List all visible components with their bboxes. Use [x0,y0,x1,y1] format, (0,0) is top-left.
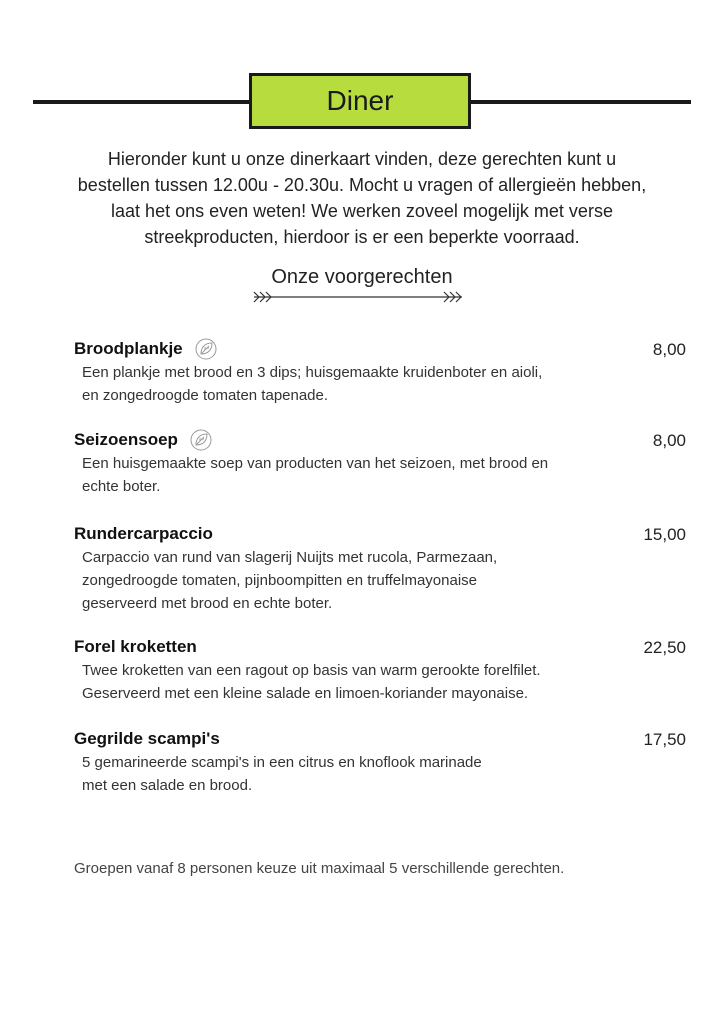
dish-description-line: zongedroogde tomaten, pijnboompitten en truffelmayonaise [82,572,477,589]
dish-name: Seizoensoep [74,430,178,449]
dish-price: 8,00 [652,431,686,450]
intro-line: laat het ons even weten! We werken zoveel mogelijk met verse [111,201,613,221]
intro-line: streekproducten, hierdoor is er een beperkte voorraad. [144,227,580,247]
dish-description [82,546,642,615]
dish-name-row [74,728,694,750]
dish-description-line: Carpaccio van rund van slagerij Nuijts met rucola, Parmezaan, [82,549,498,566]
dish-description [82,751,642,797]
dish-description [82,659,642,705]
group-policy-note: Groepen vanaf 8 personen keuze uit maximaal 5 verschillende gerechten. [74,860,565,877]
dish-description-line: met een salade en brood. [82,777,253,794]
dish-item [74,338,694,407]
vegetarian-leaf-icon [195,338,217,360]
dish-item [74,728,694,797]
page-title: Diner [249,73,471,129]
section-heading: Onze voorgerechten [271,266,453,288]
dish-name: Broodplankje [74,339,183,358]
dish-description-line: echte boter. [82,478,161,495]
dish-description [82,361,642,407]
dish-description-line: 5 gemarineerde scampi's in een citrus en knoflook marinade [82,754,482,771]
dish-item [74,636,694,705]
dish-price: 22,50 [643,638,686,657]
dish-name-row [74,523,694,545]
dish-description-line: Twee kroketten van een ragout op basis van warm gerookte forelfilet. [82,662,541,679]
dish-price: 17,50 [643,730,686,749]
vegetarian-leaf-icon [190,429,212,451]
dish-name-row [74,429,694,451]
dish-description [82,452,642,498]
dish-item [74,429,694,498]
dish-description-line: Een plankje met brood en 3 dips; huisgemaakte kruidenboter en aioli, [82,364,543,381]
dish-name-row [74,636,694,658]
arrow-ornament-icon [252,291,464,303]
dish-name: Rundercarpaccio [74,524,213,543]
dish-name: Forel kroketten [74,637,197,656]
dish-name: Gegrilde scampi's [74,729,220,748]
dish-description-line: geserveerd met brood en echte boter. [82,595,333,612]
dish-description-line: en zongedroogde tomaten tapenade. [82,387,329,404]
dish-item [74,523,694,615]
dish-description-line: Geserveerd met een kleine salade en limoen-koriander mayonaise. [82,685,529,702]
intro-text [30,146,694,250]
intro-line: bestellen tussen 12.00u - 20.30u. Mocht u vragen of allergieën hebben, [77,175,647,195]
dish-price: 8,00 [652,340,686,359]
dish-price: 15,00 [643,525,686,544]
dish-description-line: Een huisgemaakte soep van producten van het seizoen, met brood en [82,455,549,472]
intro-line: Hieronder kunt u onze dinerkaart vinden, deze gerechten kunt u [107,149,617,169]
dish-name-row [74,338,694,360]
